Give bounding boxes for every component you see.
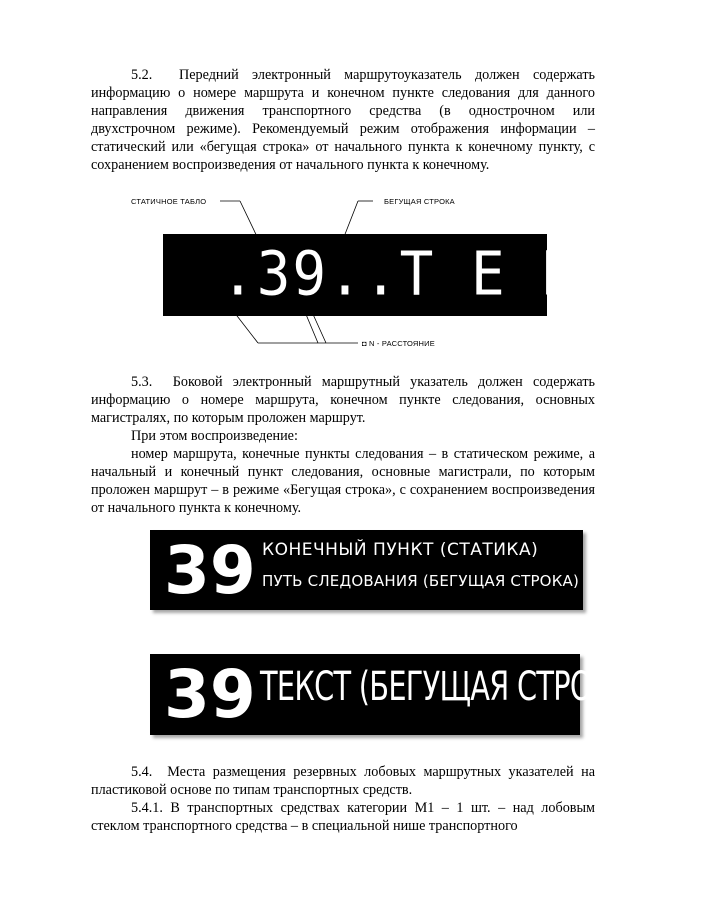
label-distance: ◘ N - РАССТОЯНИЕ — [362, 339, 435, 348]
board-line-route: ПУТЬ СЛЕДОВАНИЯ (БЕГУЩАЯ СТРОКА) — [262, 572, 580, 590]
paragraph-5-4-1: 5.4.1. В транспортных средствах категории М1 – 1 шт. – над лобовым стеклом транспортного средства – в специальной нише транспортного — [91, 800, 595, 834]
paragraph-5-3-playback: При этом воспроизведение: — [131, 428, 298, 444]
paragraph-5-2: 5.2. Передний электронный маршрутоуказатель должен содержать информацию о номере маршрута и конечном пункте следования для данного направления движения транспортного средства (в однострочном или двухстрочном режиме). Рекомендуемый режим отображения информации – статический или «бегущая строка» от начального пункта к конечному пункту, с сохранением воспроизведения от начального пункта к конечному. — [91, 67, 595, 173]
paragraph-5-3-details: номер маршрута, конечные пункты следования – в статическом режиме, а начальный и конечный пункт следования, основные магистрали, по которым проложен маршрут – в режиме «Бегущая строка», с сохранением воспроизведения от начального пункта к конечному. — [91, 446, 595, 516]
board-line-running-text: ТЕКСТ (БЕГУЩАЯ СТРОКА) — [260, 664, 642, 710]
static-board-display — [163, 234, 721, 316]
board-line-destination: КОНЕЧНЫЙ ПУНКТ (СТАТИКА) — [262, 540, 539, 560]
route-number: 39 — [164, 656, 256, 733]
paragraph-5-3: 5.3. Боковой электронный маршрутный указатель должен содержать информацию о номере маршрута, конечном пункте следования, основных магистралях, по которым проложен маршрут. — [91, 374, 595, 426]
side-board-two-lines — [150, 530, 583, 610]
label-running-line: БЕГУЩАЯ СТРОКА — [384, 197, 455, 206]
paragraph-5-4: 5.4. Места размещения резервных лобовых маршрутных указателей на пластиковой основе по типам транспортных средств. — [91, 764, 595, 798]
side-board-one-line — [150, 654, 642, 735]
route-number: 39 — [164, 532, 256, 609]
label-static-board: СТАТИЧНОЕ ТАБЛО — [131, 197, 207, 206]
board-display-text: .39..Т Е К С Т — [221, 239, 721, 310]
